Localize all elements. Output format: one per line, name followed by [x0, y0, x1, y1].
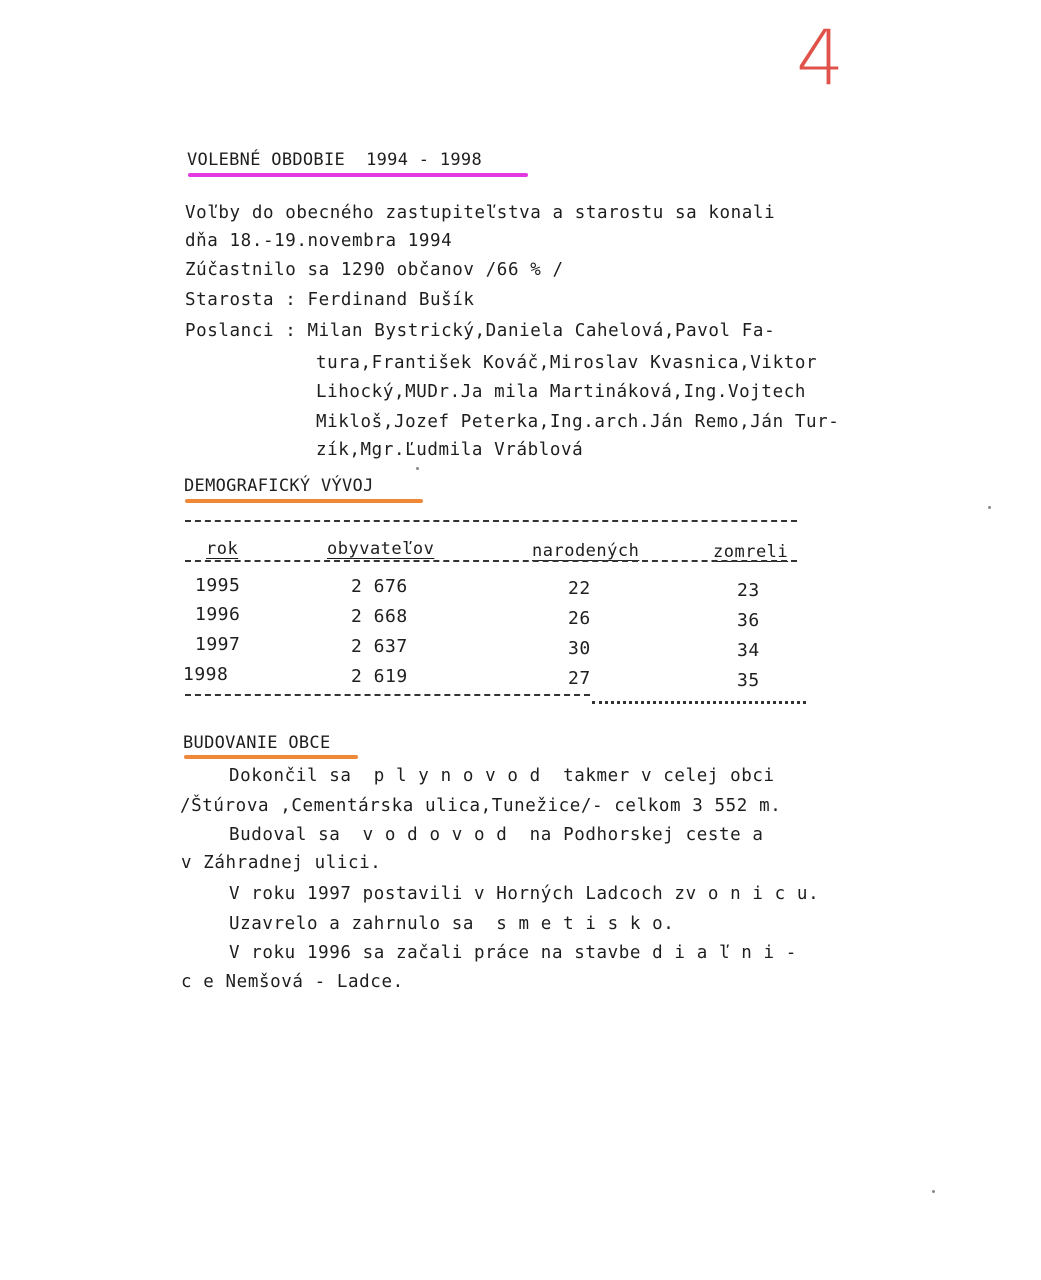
- section-heading-construction: BUDOVANIE OBCE: [183, 733, 331, 753]
- scan-speck: [416, 467, 419, 470]
- table-header-rule: [185, 560, 797, 562]
- table-cell-year: 1997: [195, 634, 241, 655]
- table-cell-births: 27: [568, 668, 591, 689]
- text-line: tura,František Kováč,Miroslav Kvasnica,Viktor: [316, 353, 818, 373]
- table-bottom-rule: [185, 694, 590, 696]
- text-line: zík,Mgr.Ľudmila Vráblová: [316, 440, 584, 460]
- text-line: dňa 18.-19.novembra 1994: [185, 231, 453, 251]
- text-line: Zúčastnilo sa 1290 občanov /66 % /: [185, 260, 564, 280]
- heading-highlight-orange: [184, 755, 358, 759]
- table-cell-population: 2 619: [351, 666, 408, 687]
- table-header-population: obyvateľov: [327, 539, 435, 559]
- text-line: Budoval sa v o d o v o d na Podhorskej ceste a: [229, 825, 764, 845]
- table-top-rule: [185, 520, 797, 522]
- text-line: v Záhradnej ulici.: [181, 853, 382, 873]
- table-header-year: rok: [206, 539, 239, 559]
- table-cell-births: 22: [568, 578, 591, 599]
- text-line: V roku 1996 sa začali práce na stavbe d i a ľ n i -: [229, 943, 797, 963]
- section-heading-electoral-term: VOLEBNÉ OBDOBIE 1994 - 1998: [187, 150, 482, 170]
- text-line: Mikloš,Jozef Peterka,Ing.arch.Ján Remo,Ján Tur-: [316, 412, 840, 432]
- table-cell-population: 2 637: [351, 636, 408, 657]
- table-cell-deaths: 23: [737, 580, 760, 601]
- heading-highlight-pink: [188, 173, 528, 177]
- table-cell-population: 2 668: [351, 606, 408, 627]
- heading-highlight-orange: [185, 499, 423, 503]
- page-number: 4: [796, 13, 845, 102]
- table-header-deaths: zomreli: [713, 542, 789, 562]
- table-cell-deaths: 35: [737, 670, 760, 691]
- table-cell-births: 26: [568, 608, 591, 629]
- text-line: /Štúrova ,Cementárska ulica,Tunežice/- celkom 3 552 m.: [180, 796, 782, 816]
- scan-speck: [988, 506, 991, 509]
- table-cell-deaths: 36: [737, 610, 760, 631]
- table-cell-deaths: 34: [737, 640, 760, 661]
- text-line: c e Nemšová - Ladce.: [181, 972, 404, 992]
- table-bottom-dotted-rule: [592, 701, 806, 704]
- table-cell-year: 1995: [195, 575, 241, 596]
- table-cell-year: 1998: [183, 664, 229, 685]
- text-line: V roku 1997 postavili v Horných Ladcoch zv o n i c u.: [229, 884, 820, 904]
- table-cell-births: 30: [568, 638, 591, 659]
- text-line: Starosta : Ferdinand Bušík: [185, 290, 475, 310]
- table-header-births: narodených: [532, 541, 640, 561]
- text-line: Lihocký,MUDr.Ja mila Martináková,Ing.Vojtech: [316, 382, 806, 402]
- table-cell-year: 1996: [195, 604, 241, 625]
- text-line: Dokončil sa p l y n o v o d takmer v celej obci: [229, 766, 775, 786]
- text-line: Poslanci : Milan Bystrický,Daniela Cahelová,Pavol Fa-: [185, 321, 776, 341]
- text-line: Uzavrelo a zahrnulo sa s m e t i s k o.: [229, 914, 675, 934]
- text-line: Voľby do obecného zastupiteľstva a starostu sa konali: [185, 203, 776, 223]
- table-cell-population: 2 676: [351, 576, 408, 597]
- section-heading-demographic: DEMOGRAFICKÝ VÝVOJ: [184, 476, 374, 496]
- scan-speck: [932, 1190, 935, 1193]
